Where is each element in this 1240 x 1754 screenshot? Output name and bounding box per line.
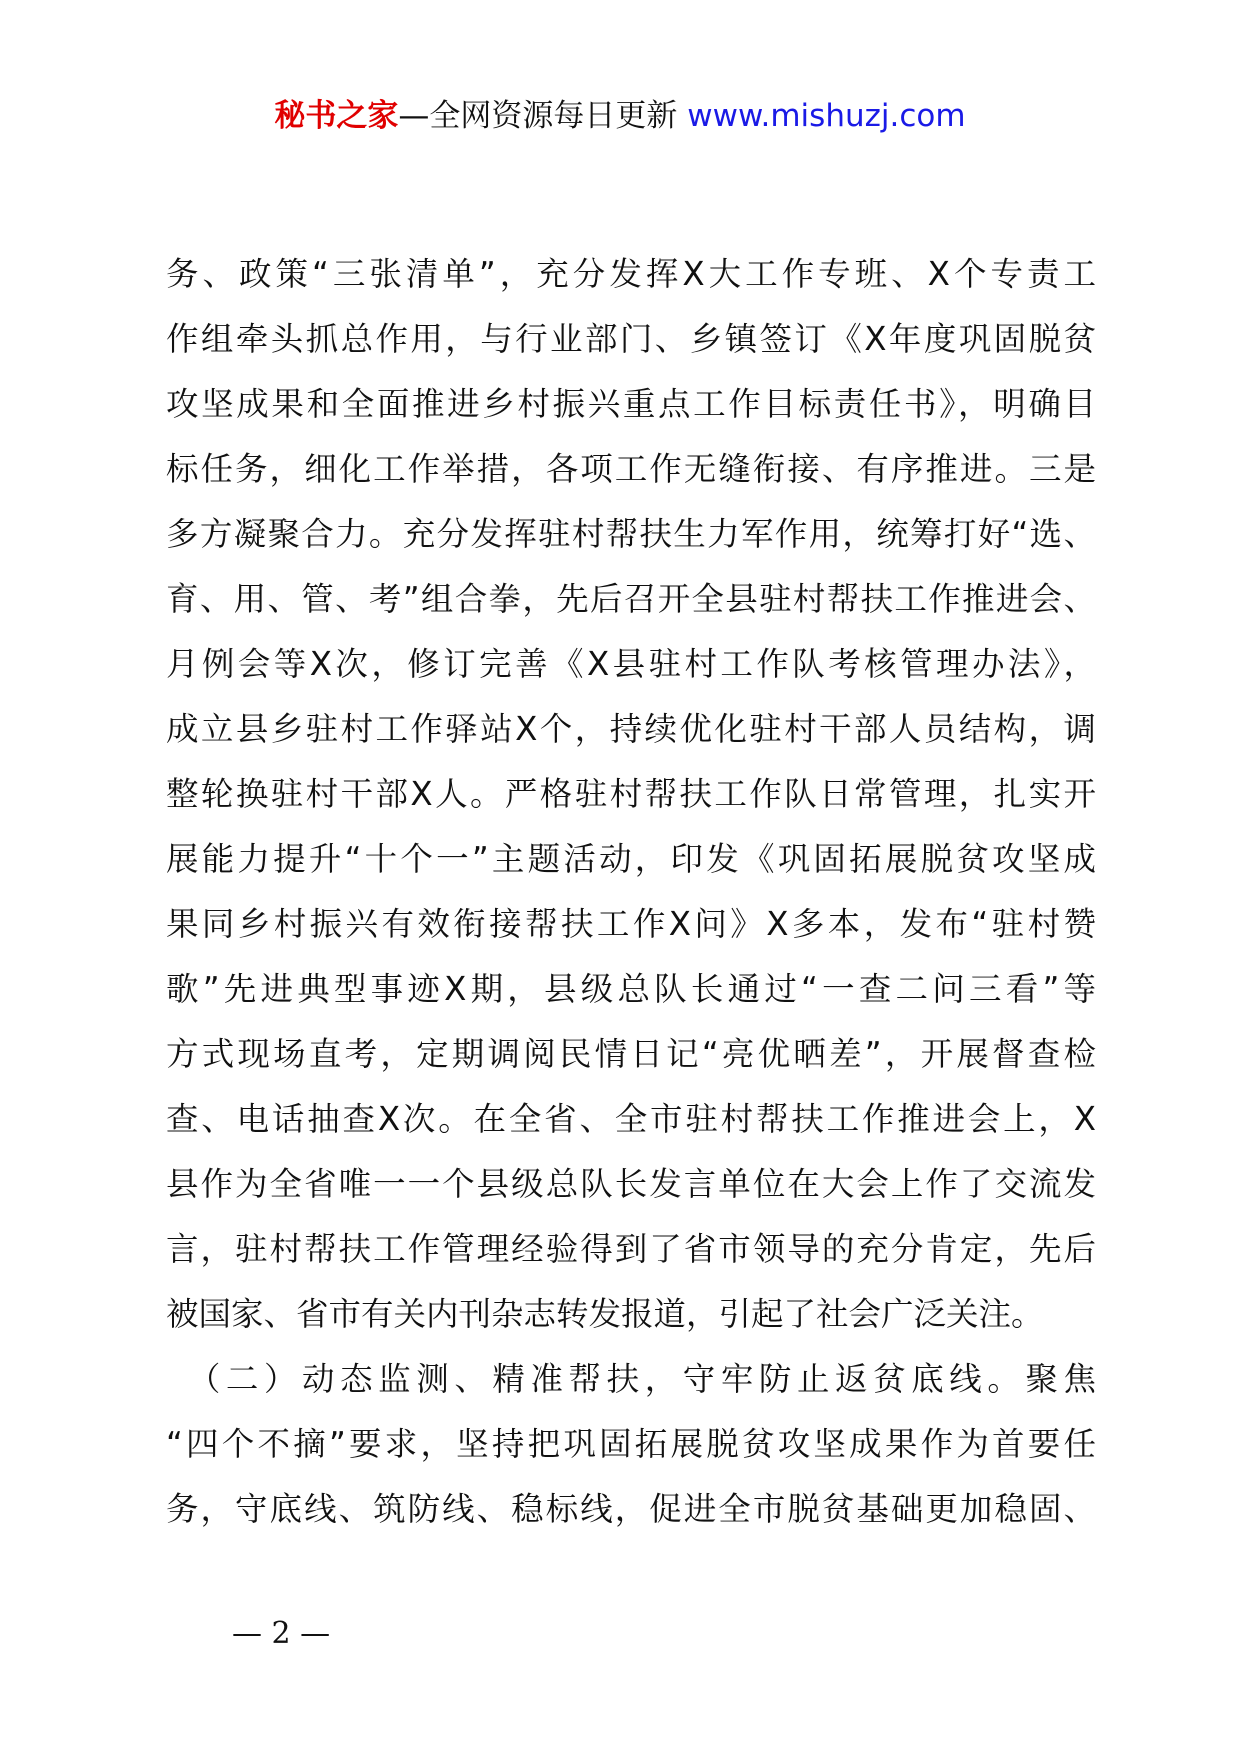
body-line: 月例会等X次，修订完善《X县驻村工作队考核管理办法》， bbox=[166, 645, 1096, 683]
body-line: 展能力提升“十个一”主题活动，印发《巩固拓展脱贫攻坚成 bbox=[166, 840, 1096, 878]
body-line: 言，驻村帮扶工作管理经验得到了省市领导的充分肯定，先后 bbox=[166, 1230, 1096, 1268]
header-url-link[interactable]: www.mishuzj.com bbox=[687, 98, 966, 134]
body-line: 方式现场直考，定期调阅民情日记“亮优晒差”，开展督查检 bbox=[166, 1035, 1096, 1073]
document-body bbox=[166, 242, 1096, 1542]
body-line: 被国家、省市有关内刊杂志转发报道，引起了社会广泛关注。 bbox=[166, 1295, 1044, 1333]
header-tagline: —全网资源每日更新 bbox=[398, 98, 678, 134]
body-line: 标任务，细化工作举措，各项工作无缝衔接、有序推进。三是 bbox=[166, 450, 1096, 488]
body-line: 务，守底线、筑防线、稳标线，促进全市脱贫基础更加稳固、 bbox=[166, 1490, 1096, 1528]
page-number: — 2 — bbox=[232, 1616, 331, 1651]
body-line: 育、用、管、考”组合拳，先后召开全县驻村帮扶工作推进会、 bbox=[166, 580, 1096, 618]
section-heading-line: （二）动态监测、精准帮扶，守牢防止返贫底线。聚焦 bbox=[166, 1360, 1096, 1398]
header-brand: 秘书之家 bbox=[274, 98, 399, 134]
body-line: 查、电话抽查X次。在全省、全市驻村帮扶工作推进会上，X bbox=[166, 1100, 1096, 1138]
body-line: 整轮换驻村干部X人。严格驻村帮扶工作队日常管理，扎实开 bbox=[166, 775, 1096, 813]
body-line: 成立县乡驻村工作驿站X个，持续优化驻村干部人员结构，调 bbox=[166, 710, 1096, 748]
body-line: 多方凝聚合力。充分发挥驻村帮扶生力军作用，统筹打好“选、 bbox=[166, 515, 1096, 553]
body-line: 作组牵头抓总作用，与行业部门、乡镇签订《X年度巩固脱贫 bbox=[166, 320, 1096, 358]
body-line: 果同乡村振兴有效衔接帮扶工作X问》X多本，发布“驻村赞 bbox=[166, 905, 1096, 943]
body-line: 务、政策“三张清单”，充分发挥X大工作专班、X个专责工 bbox=[166, 255, 1096, 293]
body-line: 歌”先进典型事迹X期，县级总队长通过“一查二问三看”等 bbox=[166, 970, 1096, 1008]
body-line: “四个不摘”要求，坚持把巩固拓展脱贫攻坚成果作为首要任 bbox=[166, 1425, 1096, 1463]
body-line: 县作为全省唯一一个县级总队长发言单位在大会上作了交流发 bbox=[166, 1165, 1096, 1203]
body-line: 攻坚成果和全面推进乡村振兴重点工作目标责任书》，明确目 bbox=[166, 385, 1096, 423]
page-header bbox=[0, 96, 1240, 136]
